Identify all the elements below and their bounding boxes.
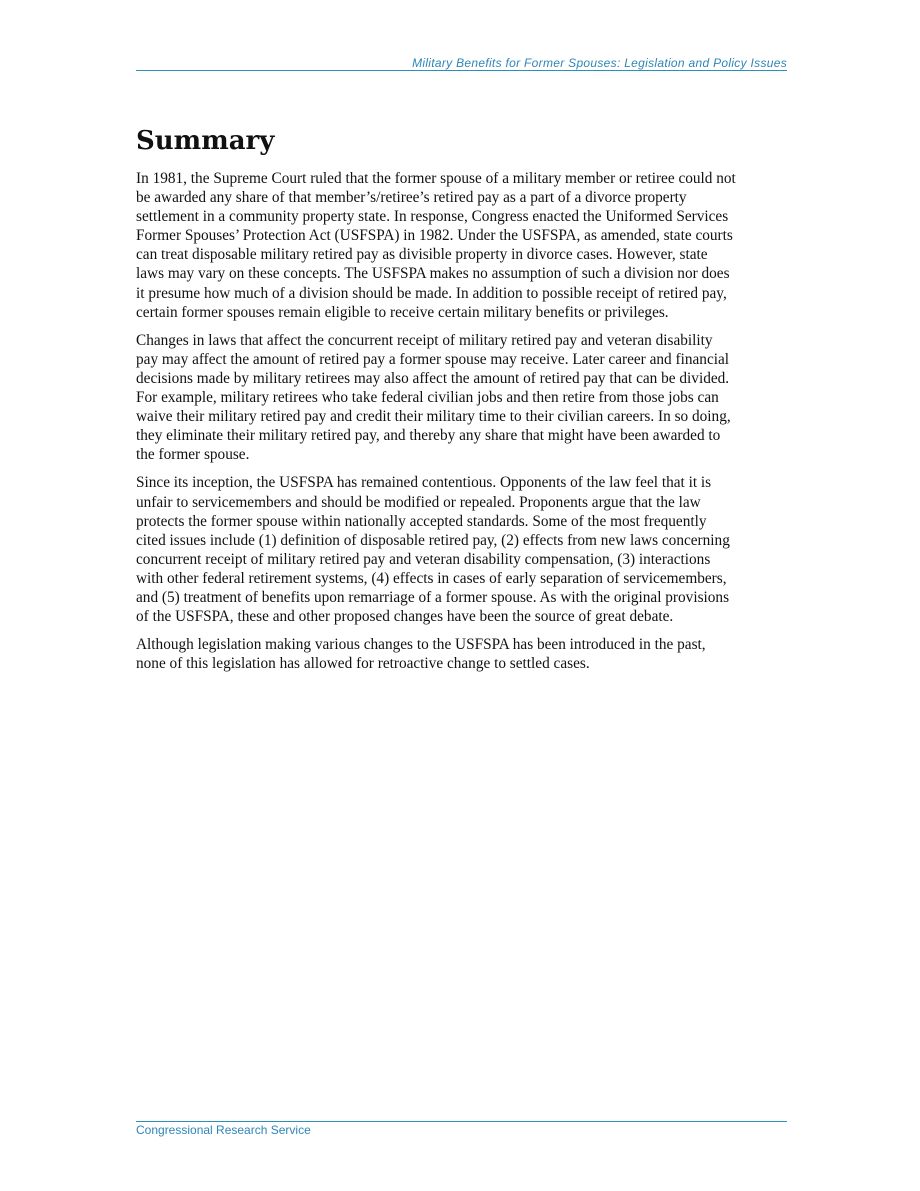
text-line: of the USFSPA, these and other proposed changes have been the source of great debate.: [136, 608, 674, 626]
text-line: concurrent receipt of military retired pay and veteran disability compensation, (3) interactions: [136, 550, 711, 568]
text-line: laws may vary on these concepts. The USFSPA makes no assumption of such a division nor does: [136, 265, 730, 283]
text-line: certain former spouses remain eligible to receive certain military benefits or privileges.: [136, 303, 669, 321]
text-line: they eliminate their military retired pay, and thereby any share that might have been awarded to: [136, 427, 721, 445]
page-footer: [136, 1121, 787, 1137]
text-line: the former spouse.: [136, 446, 250, 464]
footer-org: Congressional Research Service: [136, 1123, 311, 1137]
section-title: Summary: [136, 126, 275, 156]
text-line: Former Spouses’ Protection Act (USFSPA) in 1982. Under the USFSPA, as amended, state courts: [136, 227, 733, 245]
text-line: unfair to servicemembers and should be modified or repealed. Proponents argue that the law: [136, 493, 701, 511]
text-line: Changes in laws that affect the concurrent receipt of military retired pay and veteran disability: [136, 331, 713, 349]
text-line: Although legislation making various changes to the USFSPA has been introduced in the past,: [136, 636, 706, 654]
text-line: cited issues include (1) definition of disposable retired pay, (2) effects from new laws concerning: [136, 531, 730, 549]
text-line: In 1981, the Supreme Court ruled that the former spouse of a military member or retiree could not: [136, 170, 736, 187]
running-header-title: Military Benefits for Former Spouses: Legislation and Policy Issues: [412, 56, 787, 70]
text-line: waive their military retired pay and credit their military time to their civilian careers. In so doing,: [136, 408, 731, 426]
text-line: be awarded any share of that member’s/retiree’s retired pay as a part of a divorce property: [136, 189, 687, 207]
page-content: [136, 123, 790, 682]
running-header: [136, 54, 787, 71]
text-line: can treat disposable military retired pay as divisible property in divorce cases. However, state: [136, 246, 708, 264]
paragraph-3: [136, 473, 790, 626]
text-line: settlement in a community property state. In response, Congress enacted the Uniformed Services: [136, 208, 729, 226]
text-line: and (5) treatment of benefits upon remarriage of a former spouse. As with the original provisions: [136, 588, 730, 606]
text-line: it presume how much of a division should be made. In addition to possible receipt of retired pay,: [136, 284, 727, 302]
text-line: none of this legislation has allowed for retroactive change to settled cases.: [136, 655, 590, 673]
text-line: with other federal retirement systems, (4) effects in cases of early separation of servicemembers,: [136, 569, 727, 587]
text-line: For example, military retirees who take federal civilian jobs and then retire from those jobs can: [136, 389, 719, 407]
text-line: Since its inception, the USFSPA has remained contentious. Opponents of the law feel that it is: [136, 474, 712, 492]
text-line: protects the former spouse within nationally accepted standards. Some of the most frequently: [136, 512, 707, 530]
text-line: pay may affect the amount of retired pay a former spouse may receive. Later career and financial: [136, 350, 730, 368]
paragraph-4: [136, 635, 790, 673]
paragraph-1: [136, 169, 790, 322]
paragraph-2: [136, 331, 790, 465]
text-line: decisions made by military retirees may also affect the amount of retired pay that can be divided.: [136, 369, 730, 387]
